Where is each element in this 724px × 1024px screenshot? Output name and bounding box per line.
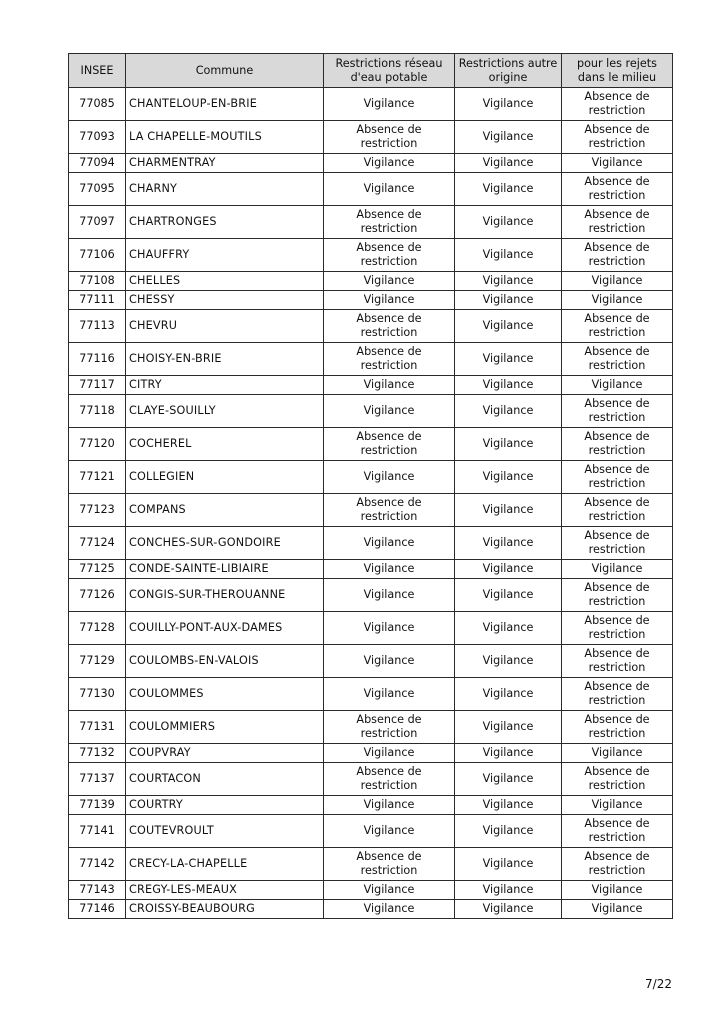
table-header-row [69, 54, 673, 88]
cell-rejets-milieu: Absence de restriction [562, 763, 673, 796]
cell-restrictions-autre: Vigilance [455, 560, 562, 579]
table-row [69, 239, 673, 272]
cell-restrictions-autre: Vigilance [455, 678, 562, 711]
cell-rejets-milieu: Absence de restriction [562, 711, 673, 744]
table-row [69, 428, 673, 461]
cell-rejets-milieu: Absence de restriction [562, 848, 673, 881]
cell-restrictions-reseau: Vigilance [324, 645, 455, 678]
cell-insee: 77120 [69, 428, 126, 461]
cell-restrictions-reseau: Vigilance [324, 678, 455, 711]
header-commune: Commune [126, 54, 324, 88]
cell-rejets-milieu: Vigilance [562, 560, 673, 579]
cell-restrictions-reseau: Absence de restriction [324, 206, 455, 239]
cell-commune: CHEVRU [126, 310, 324, 343]
table-row [69, 154, 673, 173]
table-row [69, 395, 673, 428]
cell-commune: CROISSY-BEAUBOURG [126, 900, 324, 919]
cell-restrictions-autre: Vigilance [455, 763, 562, 796]
table-row [69, 494, 673, 527]
cell-commune: CITRY [126, 376, 324, 395]
cell-restrictions-autre: Vigilance [455, 815, 562, 848]
cell-commune: CHARTRONGES [126, 206, 324, 239]
table-row [69, 763, 673, 796]
cell-insee: 77130 [69, 678, 126, 711]
table-row [69, 711, 673, 744]
cell-restrictions-autre: Vigilance [455, 395, 562, 428]
cell-commune: CHESSY [126, 291, 324, 310]
cell-restrictions-reseau: Vigilance [324, 560, 455, 579]
cell-commune: COLLEGIEN [126, 461, 324, 494]
table-row [69, 848, 673, 881]
cell-commune: COULOMMES [126, 678, 324, 711]
cell-rejets-milieu: Absence de restriction [562, 206, 673, 239]
cell-restrictions-autre: Vigilance [455, 88, 562, 121]
cell-commune: CHELLES [126, 272, 324, 291]
cell-insee: 77095 [69, 173, 126, 206]
cell-restrictions-reseau: Absence de restriction [324, 494, 455, 527]
cell-rejets-milieu: Absence de restriction [562, 88, 673, 121]
cell-rejets-milieu: Vigilance [562, 900, 673, 919]
cell-insee: 77142 [69, 848, 126, 881]
cell-rejets-milieu: Absence de restriction [562, 527, 673, 560]
cell-rejets-milieu: Vigilance [562, 881, 673, 900]
cell-commune: CONGIS-SUR-THEROUANNE [126, 579, 324, 612]
table-row [69, 343, 673, 376]
cell-restrictions-reseau: Absence de restriction [324, 239, 455, 272]
cell-insee: 77116 [69, 343, 126, 376]
cell-restrictions-autre: Vigilance [455, 796, 562, 815]
cell-commune: CHAUFFRY [126, 239, 324, 272]
cell-commune: COULOMMIERS [126, 711, 324, 744]
cell-commune: COUTEVROULT [126, 815, 324, 848]
cell-commune: LA CHAPELLE-MOUTILS [126, 121, 324, 154]
cell-restrictions-autre: Vigilance [455, 343, 562, 376]
cell-restrictions-autre: Vigilance [455, 494, 562, 527]
table-row [69, 291, 673, 310]
header-insee: INSEE [69, 54, 126, 88]
cell-rejets-milieu: Absence de restriction [562, 343, 673, 376]
cell-restrictions-autre: Vigilance [455, 121, 562, 154]
cell-insee: 77123 [69, 494, 126, 527]
cell-restrictions-reseau: Vigilance [324, 88, 455, 121]
cell-insee: 77125 [69, 560, 126, 579]
table-row [69, 900, 673, 919]
table-row [69, 461, 673, 494]
cell-restrictions-reseau: Absence de restriction [324, 428, 455, 461]
header-rejets-milieu: pour les rejets dans le milieu [562, 54, 673, 88]
cell-rejets-milieu: Absence de restriction [562, 678, 673, 711]
cell-rejets-milieu: Absence de restriction [562, 612, 673, 645]
cell-insee: 77085 [69, 88, 126, 121]
cell-restrictions-autre: Vigilance [455, 711, 562, 744]
cell-rejets-milieu: Absence de restriction [562, 395, 673, 428]
cell-rejets-milieu: Absence de restriction [562, 121, 673, 154]
cell-insee: 77126 [69, 579, 126, 612]
cell-insee: 77111 [69, 291, 126, 310]
cell-restrictions-reseau: Vigilance [324, 154, 455, 173]
cell-commune: CHOISY-EN-BRIE [126, 343, 324, 376]
cell-restrictions-reseau: Absence de restriction [324, 848, 455, 881]
table-row [69, 206, 673, 239]
table-row [69, 173, 673, 206]
cell-restrictions-reseau: Vigilance [324, 900, 455, 919]
cell-restrictions-reseau: Vigilance [324, 461, 455, 494]
cell-rejets-milieu: Vigilance [562, 291, 673, 310]
cell-rejets-milieu: Vigilance [562, 154, 673, 173]
cell-restrictions-reseau: Absence de restriction [324, 343, 455, 376]
cell-restrictions-reseau: Vigilance [324, 881, 455, 900]
cell-insee: 77094 [69, 154, 126, 173]
table-row [69, 376, 673, 395]
table-row [69, 121, 673, 154]
cell-restrictions-autre: Vigilance [455, 428, 562, 461]
header-restrictions-autre: Restrictions autre origine [455, 54, 562, 88]
cell-rejets-milieu: Absence de restriction [562, 173, 673, 206]
cell-insee: 77143 [69, 881, 126, 900]
cell-commune: CHARNY [126, 173, 324, 206]
table-row [69, 744, 673, 763]
cell-restrictions-reseau: Vigilance [324, 527, 455, 560]
cell-restrictions-reseau: Vigilance [324, 173, 455, 206]
cell-commune: CHARMENTRAY [126, 154, 324, 173]
cell-insee: 77129 [69, 645, 126, 678]
cell-commune: CONDE-SAINTE-LIBIAIRE [126, 560, 324, 579]
cell-insee: 77137 [69, 763, 126, 796]
cell-restrictions-autre: Vigilance [455, 848, 562, 881]
cell-rejets-milieu: Absence de restriction [562, 645, 673, 678]
table-row [69, 612, 673, 645]
cell-restrictions-reseau: Vigilance [324, 395, 455, 428]
cell-rejets-milieu: Absence de restriction [562, 461, 673, 494]
cell-insee: 77097 [69, 206, 126, 239]
cell-rejets-milieu: Absence de restriction [562, 494, 673, 527]
cell-rejets-milieu: Absence de restriction [562, 428, 673, 461]
cell-restrictions-autre: Vigilance [455, 239, 562, 272]
cell-commune: COUPVRAY [126, 744, 324, 763]
cell-insee: 77128 [69, 612, 126, 645]
cell-restrictions-autre: Vigilance [455, 154, 562, 173]
cell-restrictions-reseau: Absence de restriction [324, 121, 455, 154]
cell-commune: CLAYE-SOUILLY [126, 395, 324, 428]
cell-commune: CREGY-LES-MEAUX [126, 881, 324, 900]
cell-restrictions-autre: Vigilance [455, 645, 562, 678]
cell-rejets-milieu: Absence de restriction [562, 239, 673, 272]
cell-restrictions-reseau: Vigilance [324, 272, 455, 291]
cell-restrictions-reseau: Vigilance [324, 815, 455, 848]
cell-restrictions-autre: Vigilance [455, 579, 562, 612]
cell-restrictions-autre: Vigilance [455, 206, 562, 239]
cell-restrictions-autre: Vigilance [455, 744, 562, 763]
page-number: 7/22 [645, 977, 672, 991]
cell-insee: 77118 [69, 395, 126, 428]
cell-rejets-milieu: Vigilance [562, 376, 673, 395]
cell-commune: COURTRY [126, 796, 324, 815]
cell-restrictions-reseau: Vigilance [324, 796, 455, 815]
cell-insee: 77146 [69, 900, 126, 919]
cell-insee: 77113 [69, 310, 126, 343]
cell-commune: CRECY-LA-CHAPELLE [126, 848, 324, 881]
cell-restrictions-autre: Vigilance [455, 310, 562, 343]
table-row [69, 310, 673, 343]
cell-insee: 77121 [69, 461, 126, 494]
cell-restrictions-autre: Vigilance [455, 461, 562, 494]
cell-commune: COULOMBS-EN-VALOIS [126, 645, 324, 678]
cell-insee: 77108 [69, 272, 126, 291]
cell-insee: 77132 [69, 744, 126, 763]
table-row [69, 678, 673, 711]
cell-restrictions-reseau: Vigilance [324, 744, 455, 763]
cell-restrictions-autre: Vigilance [455, 612, 562, 645]
cell-restrictions-reseau: Absence de restriction [324, 711, 455, 744]
cell-commune: COUILLY-PONT-AUX-DAMES [126, 612, 324, 645]
cell-restrictions-reseau: Vigilance [324, 291, 455, 310]
cell-rejets-milieu: Vigilance [562, 796, 673, 815]
restrictions-table [68, 53, 673, 919]
cell-insee: 77093 [69, 121, 126, 154]
cell-commune: COCHEREL [126, 428, 324, 461]
cell-rejets-milieu: Vigilance [562, 744, 673, 763]
cell-restrictions-reseau: Vigilance [324, 376, 455, 395]
table-row [69, 88, 673, 121]
table-row [69, 815, 673, 848]
table-body [69, 88, 673, 919]
table-row [69, 645, 673, 678]
cell-insee: 77131 [69, 711, 126, 744]
cell-restrictions-autre: Vigilance [455, 291, 562, 310]
cell-commune: CHANTELOUP-EN-BRIE [126, 88, 324, 121]
cell-restrictions-autre: Vigilance [455, 527, 562, 560]
cell-commune: COURTACON [126, 763, 324, 796]
cell-restrictions-autre: Vigilance [455, 900, 562, 919]
cell-restrictions-reseau: Vigilance [324, 612, 455, 645]
table-row [69, 796, 673, 815]
table-row [69, 881, 673, 900]
table-row [69, 579, 673, 612]
cell-commune: CONCHES-SUR-GONDOIRE [126, 527, 324, 560]
cell-rejets-milieu: Vigilance [562, 272, 673, 291]
cell-restrictions-autre: Vigilance [455, 376, 562, 395]
cell-rejets-milieu: Absence de restriction [562, 815, 673, 848]
cell-restrictions-autre: Vigilance [455, 173, 562, 206]
cell-insee: 77139 [69, 796, 126, 815]
cell-insee: 77117 [69, 376, 126, 395]
cell-insee: 77106 [69, 239, 126, 272]
cell-restrictions-reseau: Absence de restriction [324, 763, 455, 796]
cell-restrictions-reseau: Absence de restriction [324, 310, 455, 343]
cell-insee: 77124 [69, 527, 126, 560]
header-restrictions-reseau: Restrictions réseau d'eau potable [324, 54, 455, 88]
cell-insee: 77141 [69, 815, 126, 848]
table-row [69, 527, 673, 560]
cell-rejets-milieu: Absence de restriction [562, 310, 673, 343]
cell-restrictions-autre: Vigilance [455, 272, 562, 291]
cell-restrictions-reseau: Vigilance [324, 579, 455, 612]
cell-rejets-milieu: Absence de restriction [562, 579, 673, 612]
cell-commune: COMPANS [126, 494, 324, 527]
table-row [69, 560, 673, 579]
table-row [69, 272, 673, 291]
cell-restrictions-autre: Vigilance [455, 881, 562, 900]
